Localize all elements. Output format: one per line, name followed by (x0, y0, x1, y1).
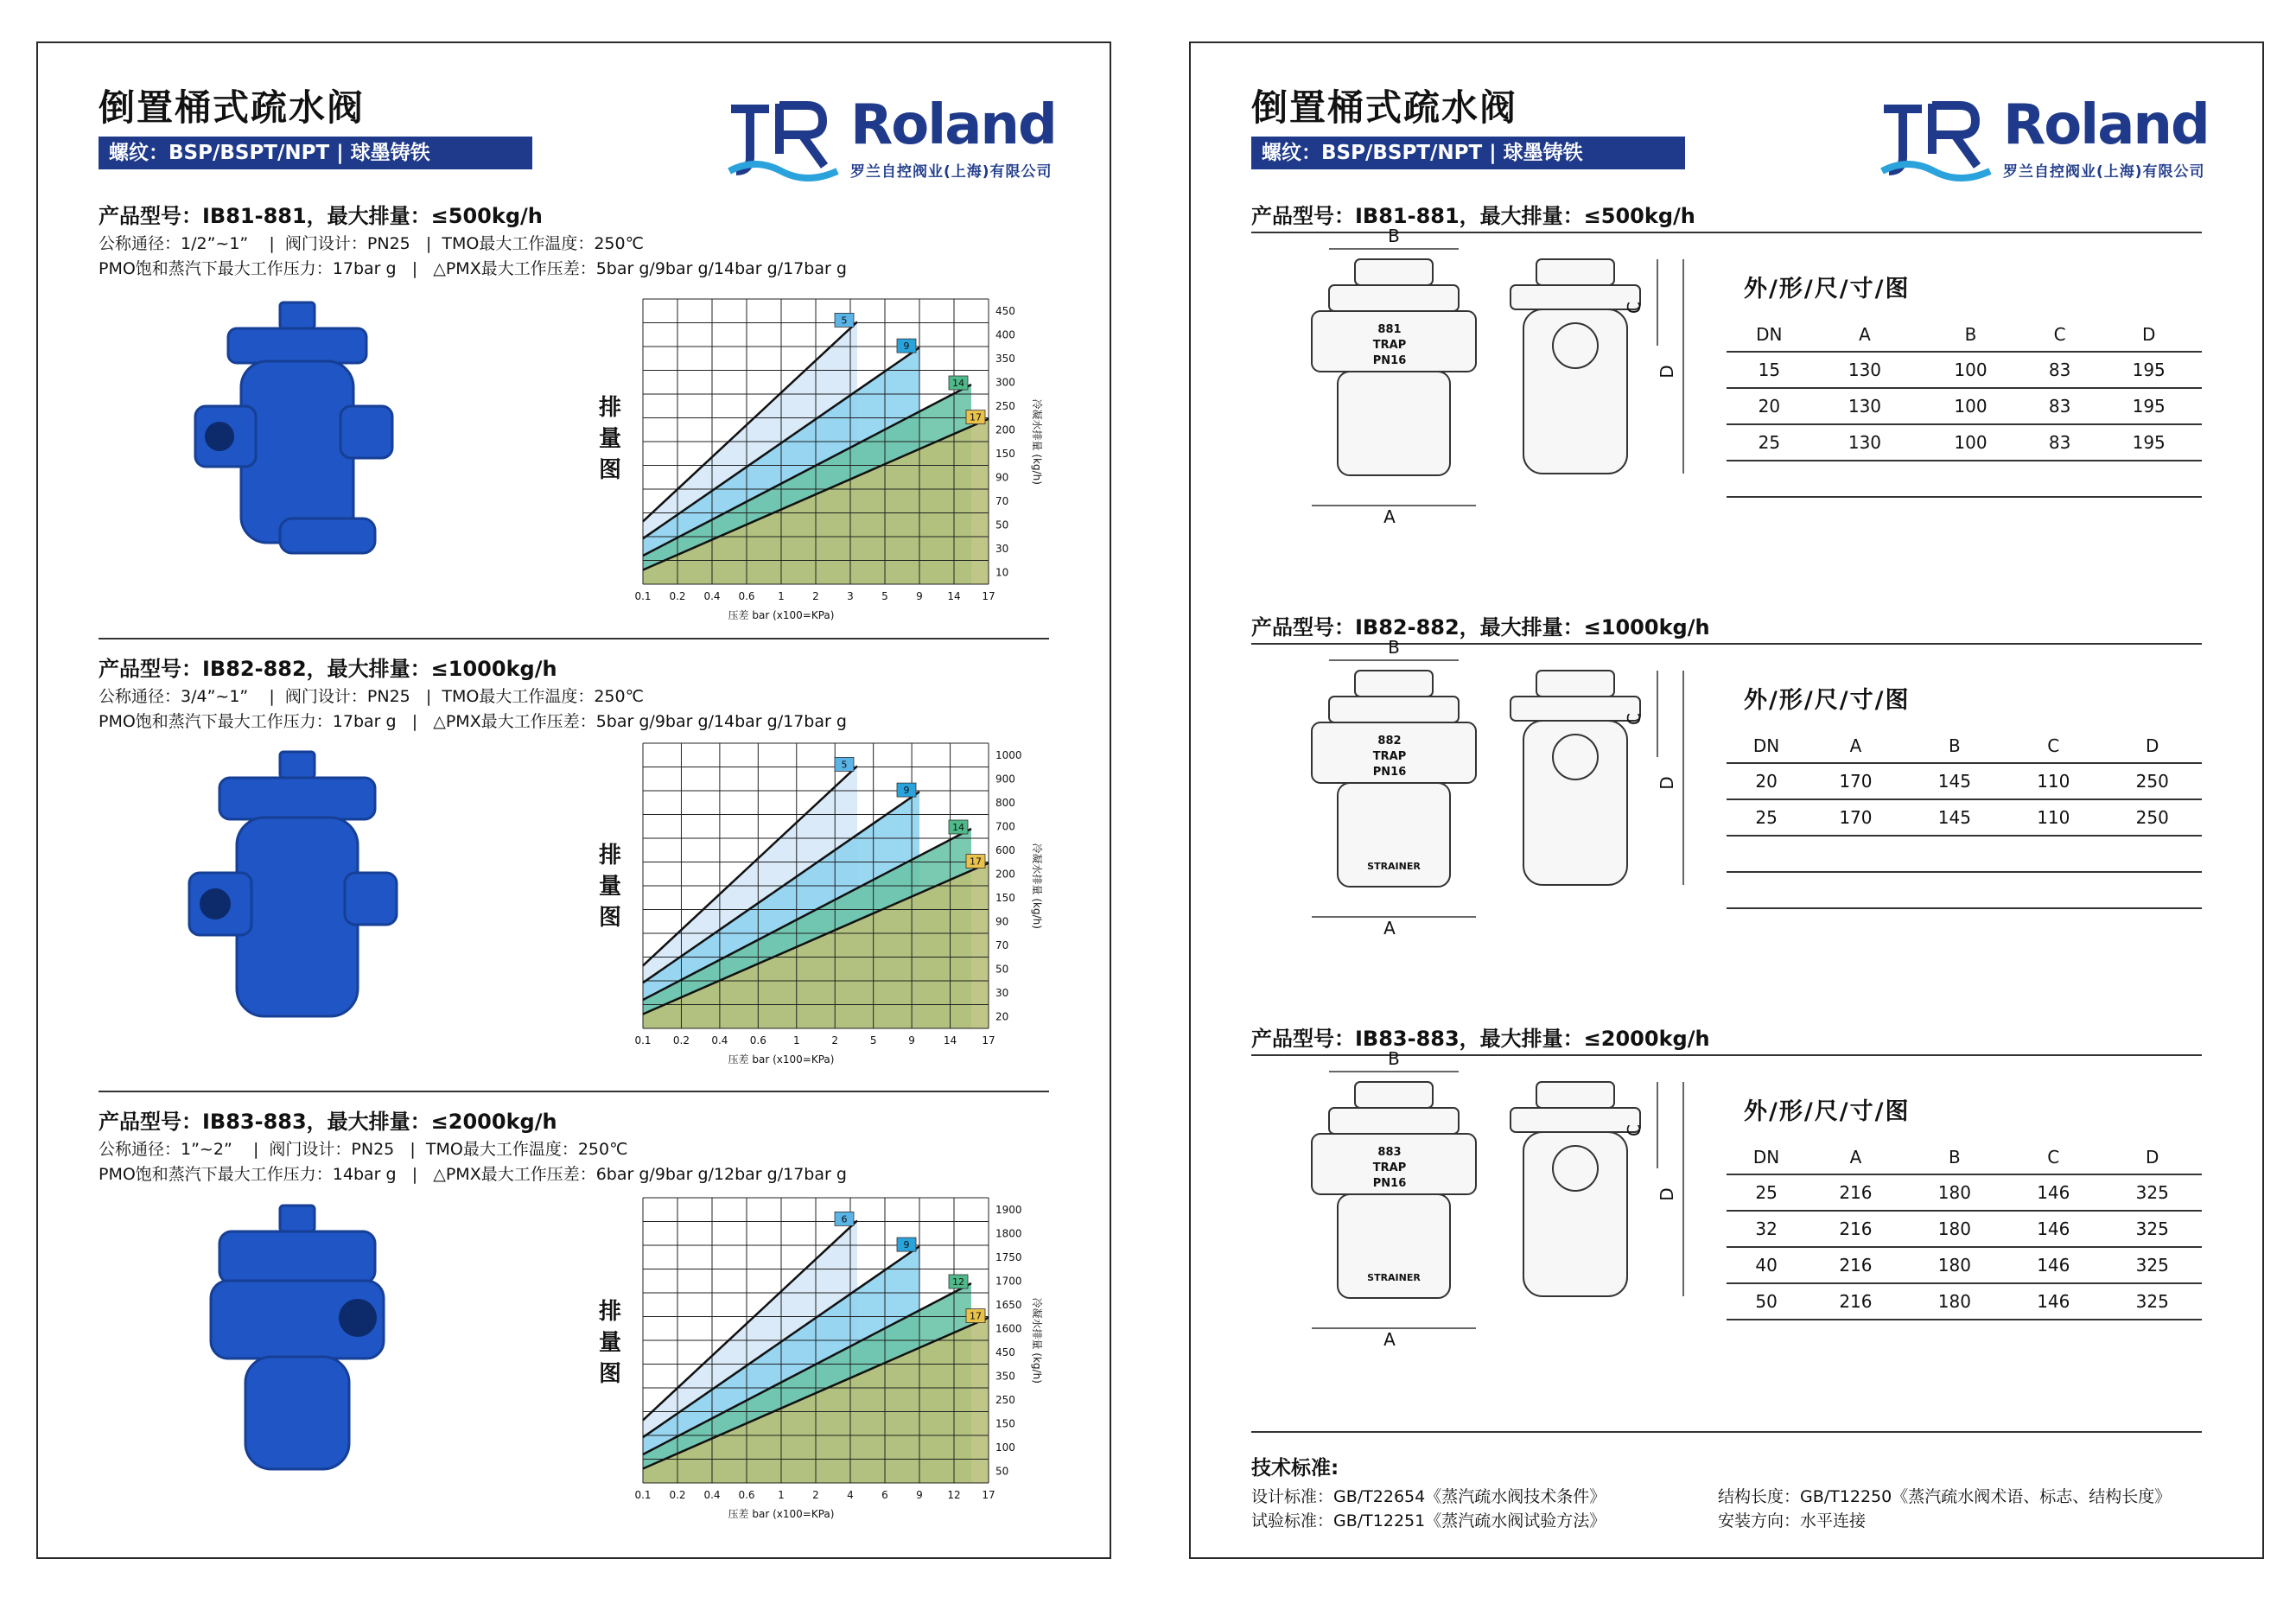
table-row: 20 170 145 110 250 (1727, 763, 2202, 799)
cap-outline (1536, 671, 1614, 697)
front-view (1312, 1082, 1476, 1298)
standards-heading: 技术标准: (1251, 1457, 1339, 1479)
table-row: 50 216 180 146 325 (1727, 1283, 2202, 1320)
y-tick-label: 700 (995, 820, 1015, 833)
cap-outline (1355, 1082, 1433, 1108)
x-tick-label: 0.4 (703, 590, 721, 602)
col-header: D (2103, 1141, 2203, 1174)
cap-outline (1355, 671, 1433, 697)
col-header: A (1806, 729, 1905, 763)
valve-photo-ib83 (185, 1201, 410, 1495)
x-tick-label: 0.4 (711, 1034, 728, 1047)
cap-outline (1536, 259, 1614, 285)
capacity-chart-svg (634, 743, 1043, 1115)
y-tick-label: 300 (995, 376, 1015, 389)
x-axis-label: 压差 bar (x100=KPa) (728, 1508, 835, 1520)
x-tick-label: 2 (812, 590, 819, 602)
y-tick-label: 1800 (995, 1227, 1022, 1240)
x-tick-label: 0.2 (672, 1034, 690, 1047)
dimension-title: 外/形/尺/寸/图 (1744, 276, 1911, 302)
chart-side-label: 排 量 图 (598, 1299, 621, 1387)
y-tick-label: 70 (995, 494, 1009, 507)
x-tick-label: 17 (982, 1489, 995, 1501)
port-outline (1553, 323, 1598, 368)
x-tick-label: 0.6 (749, 1034, 766, 1047)
valve-photo-ib81 (185, 294, 410, 579)
table-row: 15 130 100 83 195 (1727, 352, 2202, 388)
capacity-chart-svg (634, 299, 1043, 671)
lower-body-outline (1338, 372, 1450, 475)
dimension-drawing-ib82 (1294, 637, 1692, 938)
product-spec-line: 公称通径：3/4”~1” | 阀门设计：PN25 | TMO最大工作温度：250℃ (99, 687, 644, 706)
col-header: DN (1727, 729, 1806, 763)
y-tick-label: 350 (995, 352, 1015, 365)
section-rule (1251, 1431, 2202, 1433)
side-view (1511, 671, 1640, 885)
strainer-label: STRAINER (1367, 1272, 1421, 1283)
table-row: 20 130 100 83 195 (1727, 388, 2202, 424)
technical-standards (1251, 1452, 2202, 1532)
series-label: 17 (970, 411, 982, 423)
dimension-table (1727, 318, 2202, 498)
x-tick-label: 2 (831, 1034, 839, 1047)
dim-label-a: A (1383, 918, 1396, 938)
product-spec-line: PMO饱和蒸汽下最大工作压力：17bar g | △PMX最大工作压差：5bar g/9bar g/14bar g/17bar g (99, 259, 847, 278)
port-outline (1553, 735, 1598, 779)
right-page (1189, 41, 2264, 1559)
x-tick-label: 0.6 (738, 590, 755, 602)
subtitle-bar: 螺纹：BSP/BSPT/NPT | 球墨铸铁 (1251, 137, 1685, 169)
series-label: 5 (841, 759, 848, 771)
product-heading: 产品型号：IB83-883，最大排量：≤2000kg/h (99, 1110, 557, 1134)
table-row: 25 216 180 146 325 (1727, 1174, 2202, 1211)
x-tick-label: 0.2 (669, 590, 686, 602)
col-header: D (2096, 318, 2202, 352)
x-tick-label: 5 (881, 590, 888, 602)
table-row: 25 170 145 110 250 (1727, 799, 2202, 836)
logo-company: 罗兰自控阀业(上海)有限公司 (850, 163, 1053, 181)
capacity-chart-svg (634, 1198, 1043, 1569)
y-tick-label: 30 (995, 986, 1009, 999)
roland-logo-mark-icon (1882, 97, 1994, 180)
flange-outline (1511, 285, 1640, 309)
x-tick-label: 17 (982, 590, 995, 602)
y-tick-label: 1900 (995, 1203, 1022, 1216)
product-heading: 产品型号：IB81-881，最大排量：≤500kg/h (1251, 204, 1695, 228)
y-tick-label: 800 (995, 796, 1015, 809)
x-axis-label: 压差 bar (x100=KPa) (728, 609, 835, 621)
y-tick-label: 1600 (995, 1322, 1022, 1335)
dimension-title: 外/形/尺/寸/图 (1744, 687, 1911, 714)
flange-outline (1329, 1108, 1459, 1134)
flange-outline (1329, 285, 1459, 311)
y-tick-label: 150 (995, 1417, 1015, 1430)
chart-side-label: 排 量 图 (598, 843, 621, 931)
y-tick-label: 900 (995, 773, 1015, 786)
cap-outline (1355, 259, 1433, 285)
y-tick-label: 10 (995, 566, 1009, 579)
x-tick-label: 1 (778, 1489, 785, 1501)
product-heading: 产品型号：IB81-881，最大排量：≤500kg/h (99, 204, 543, 228)
side-view (1511, 1082, 1640, 1296)
y-tick-label: 200 (995, 423, 1015, 436)
y-tick-label: 50 (995, 519, 1009, 531)
x-tick-label: 2 (812, 1489, 819, 1501)
y-tick-label: 200 (995, 868, 1015, 881)
design-standard: 设计标准：GB/T22654《蒸汽疏水阀技术条件》 (1251, 1487, 1606, 1506)
left-page (36, 41, 1111, 1559)
strainer-label: STRAINER (1367, 861, 1421, 872)
nameplate-text: PN16 (1372, 1177, 1407, 1190)
page-title: 倒置桶式疏水阀 (1251, 86, 1518, 129)
y-tick-label: 20 (995, 1010, 1009, 1023)
dim-label-b: B (1388, 637, 1400, 658)
x-tick-label: 1 (792, 1034, 800, 1047)
product-spec-line: 公称通径：1”~2” | 阀门设计：PN25 | TMO最大工作温度：250℃ (99, 1140, 628, 1159)
series-label: 9 (903, 785, 910, 797)
y-tick-label: 1000 (995, 748, 1022, 761)
col-header: DN (1727, 1141, 1806, 1174)
dim-label-d: D (1657, 776, 1677, 790)
y-tick-label: 1650 (995, 1298, 1022, 1311)
x-tick-label: 3 (847, 590, 854, 602)
dim-label-b: B (1388, 1048, 1400, 1069)
series-label: 17 (970, 856, 982, 868)
y-axis-label: 冷凝水排量 (kg/h) (1031, 398, 1043, 485)
y-tick-label: 1700 (995, 1275, 1022, 1288)
dimension-drawing-ib83 (1294, 1048, 1692, 1350)
dimension-table (1727, 1141, 2202, 1320)
col-header: DN (1727, 318, 1812, 352)
series-label: 9 (903, 1239, 910, 1251)
x-tick-label: 9 (916, 1489, 923, 1501)
product-spec-line: PMO饱和蒸汽下最大工作压力：14bar g | △PMX最大工作压差：6bar g/9bar g/12bar g/17bar g (99, 1165, 847, 1184)
y-tick-label: 70 (995, 938, 1009, 951)
col-header: C (2024, 318, 2096, 352)
x-tick-label: 9 (916, 590, 923, 602)
col-header: C (2004, 1141, 2102, 1174)
dim-label-b: B (1388, 226, 1400, 246)
x-tick-label: 5 (869, 1034, 877, 1047)
product-spec-line: 公称通径：1/2”~1” | 阀门设计：PN25 | TMO最大工作温度：250℃ (99, 234, 644, 253)
series-label: 17 (970, 1310, 982, 1322)
series-label: 9 (903, 340, 910, 353)
product-heading: 产品型号：IB82-882，最大排量：≤1000kg/h (99, 657, 557, 681)
length-standard: 结构长度：GB/T12250《蒸汽疏水阀术语、标志、结构长度》 (1718, 1487, 2172, 1506)
capacity-chart-3 (634, 1198, 1043, 1573)
nameplate-text: 882 (1377, 735, 1402, 748)
nameplate-text: PN16 (1372, 766, 1407, 779)
x-tick-label: 0.1 (634, 1034, 652, 1047)
front-view (1312, 671, 1476, 887)
x-tick-label: 17 (982, 1034, 995, 1047)
y-tick-label: 350 (995, 1370, 1015, 1383)
y-axis-label: 冷凝水排量 (kg/h) (1031, 1297, 1043, 1384)
dimension-table (1727, 729, 2202, 909)
logo-company: 罗兰自控阀业(上海)有限公司 (2003, 163, 2205, 181)
x-tick-label: 4 (847, 1489, 854, 1501)
x-tick-label: 1 (778, 590, 785, 602)
x-tick-label: 14 (943, 1034, 957, 1047)
dim-label-a: A (1383, 506, 1396, 527)
col-header: C (2004, 729, 2102, 763)
y-tick-label: 150 (995, 891, 1015, 904)
nameplate-text: TRAP (1372, 1161, 1407, 1174)
logo-name: Roland (850, 93, 1056, 157)
x-tick-label: 12 (947, 1489, 961, 1501)
y-tick-label: 50 (995, 1465, 1009, 1478)
x-tick-label: 6 (881, 1489, 888, 1501)
product-spec-line: PMO饱和蒸汽下最大工作压力：17bar g | △PMX最大工作压差：5bar g/9bar g/14bar g/17bar g (99, 712, 847, 731)
dim-label-c: C (1624, 1124, 1644, 1136)
dim-label-c: C (1624, 302, 1644, 314)
y-tick-label: 450 (995, 1346, 1015, 1358)
x-axis-label: 压差 bar (x100=KPa) (728, 1053, 835, 1066)
x-tick-label: 0.6 (738, 1489, 755, 1501)
capacity-chart-2 (634, 743, 1043, 1118)
table-row (1727, 836, 2202, 872)
nameplate-text: 881 (1377, 323, 1402, 336)
col-header: D (2103, 729, 2203, 763)
y-axis-label: 冷凝水排量 (kg/h) (1031, 843, 1043, 929)
y-tick-label: 250 (995, 399, 1015, 412)
dimension-title: 外/形/尺/寸/图 (1744, 1098, 1911, 1125)
x-tick-label: 0.4 (703, 1489, 721, 1501)
y-tick-label: 90 (995, 471, 1009, 484)
y-tick-label: 400 (995, 328, 1015, 341)
col-header: B (1918, 318, 2024, 352)
y-tick-label: 250 (995, 1393, 1015, 1406)
y-tick-label: 90 (995, 915, 1009, 928)
dim-label-a: A (1383, 1329, 1396, 1350)
col-header: A (1812, 318, 1918, 352)
front-view (1312, 259, 1476, 475)
nameplate-text: TRAP (1372, 339, 1407, 352)
table-row: 25 130 100 83 195 (1727, 424, 2202, 461)
nameplate-text: PN16 (1372, 354, 1407, 367)
series-label: 12 (952, 1276, 964, 1288)
product-heading: 产品型号：IB83-883，最大排量：≤2000kg/h (1251, 1027, 1710, 1051)
dimension-drawing-ib81 (1294, 226, 1692, 527)
y-tick-label: 100 (995, 1441, 1015, 1454)
dim-label-d: D (1657, 365, 1677, 379)
side-view (1511, 259, 1640, 474)
capacity-chart-1 (634, 299, 1043, 674)
table-row: 32 216 180 146 325 (1727, 1211, 2202, 1247)
series-label: 14 (952, 822, 964, 833)
y-tick-label: 1750 (995, 1250, 1022, 1263)
y-tick-label: 450 (995, 304, 1015, 317)
roland-logo (729, 93, 1058, 183)
subtitle-bar: 螺纹：BSP/BSPT/NPT | 球墨铸铁 (99, 137, 532, 169)
nameplate-text: TRAP (1372, 750, 1407, 763)
series-label: 6 (841, 1213, 848, 1225)
nameplate-text: 883 (1377, 1146, 1402, 1159)
dim-label-d: D (1657, 1187, 1677, 1201)
x-tick-label: 0.1 (634, 1489, 652, 1501)
page-title: 倒置桶式疏水阀 (99, 86, 366, 129)
logo-name: Roland (2003, 93, 2209, 157)
flange-outline (1329, 697, 1459, 722)
product-section-1 (99, 199, 1049, 279)
table-row (1727, 461, 2202, 497)
valve-photo-ib82 (185, 743, 410, 1037)
chart-side-label: 排 量 图 (598, 395, 621, 483)
x-tick-label: 9 (908, 1034, 915, 1047)
install-direction: 安装方向：水平连接 (1718, 1511, 1867, 1530)
flange-outline (1511, 697, 1640, 721)
y-tick-label: 150 (995, 447, 1015, 460)
col-header: A (1806, 1141, 1905, 1174)
product-heading: 产品型号：IB82-882，最大排量：≤1000kg/h (1251, 615, 1710, 639)
x-tick-label: 0.1 (634, 590, 652, 602)
series-label: 14 (952, 378, 964, 389)
flange-outline (1511, 1108, 1640, 1132)
x-tick-label: 0.2 (669, 1489, 686, 1501)
cap-outline (1536, 1082, 1614, 1108)
x-tick-label: 14 (947, 590, 961, 602)
table-row (1727, 872, 2202, 908)
test-standard: 试验标准：GB/T12251《蒸汽疏水阀试验方法》 (1251, 1511, 1606, 1530)
port-outline (1553, 1146, 1598, 1191)
y-tick-label: 50 (995, 963, 1009, 976)
roland-logo (1882, 93, 2210, 183)
table-row: 40 216 180 146 325 (1727, 1247, 2202, 1283)
col-header: B (1905, 729, 2004, 763)
series-label: 5 (841, 315, 848, 327)
y-tick-label: 600 (995, 843, 1015, 856)
y-tick-label: 30 (995, 542, 1009, 555)
roland-logo-mark-icon (729, 97, 842, 180)
col-header: B (1905, 1141, 2004, 1174)
dim-label-c: C (1624, 713, 1644, 725)
